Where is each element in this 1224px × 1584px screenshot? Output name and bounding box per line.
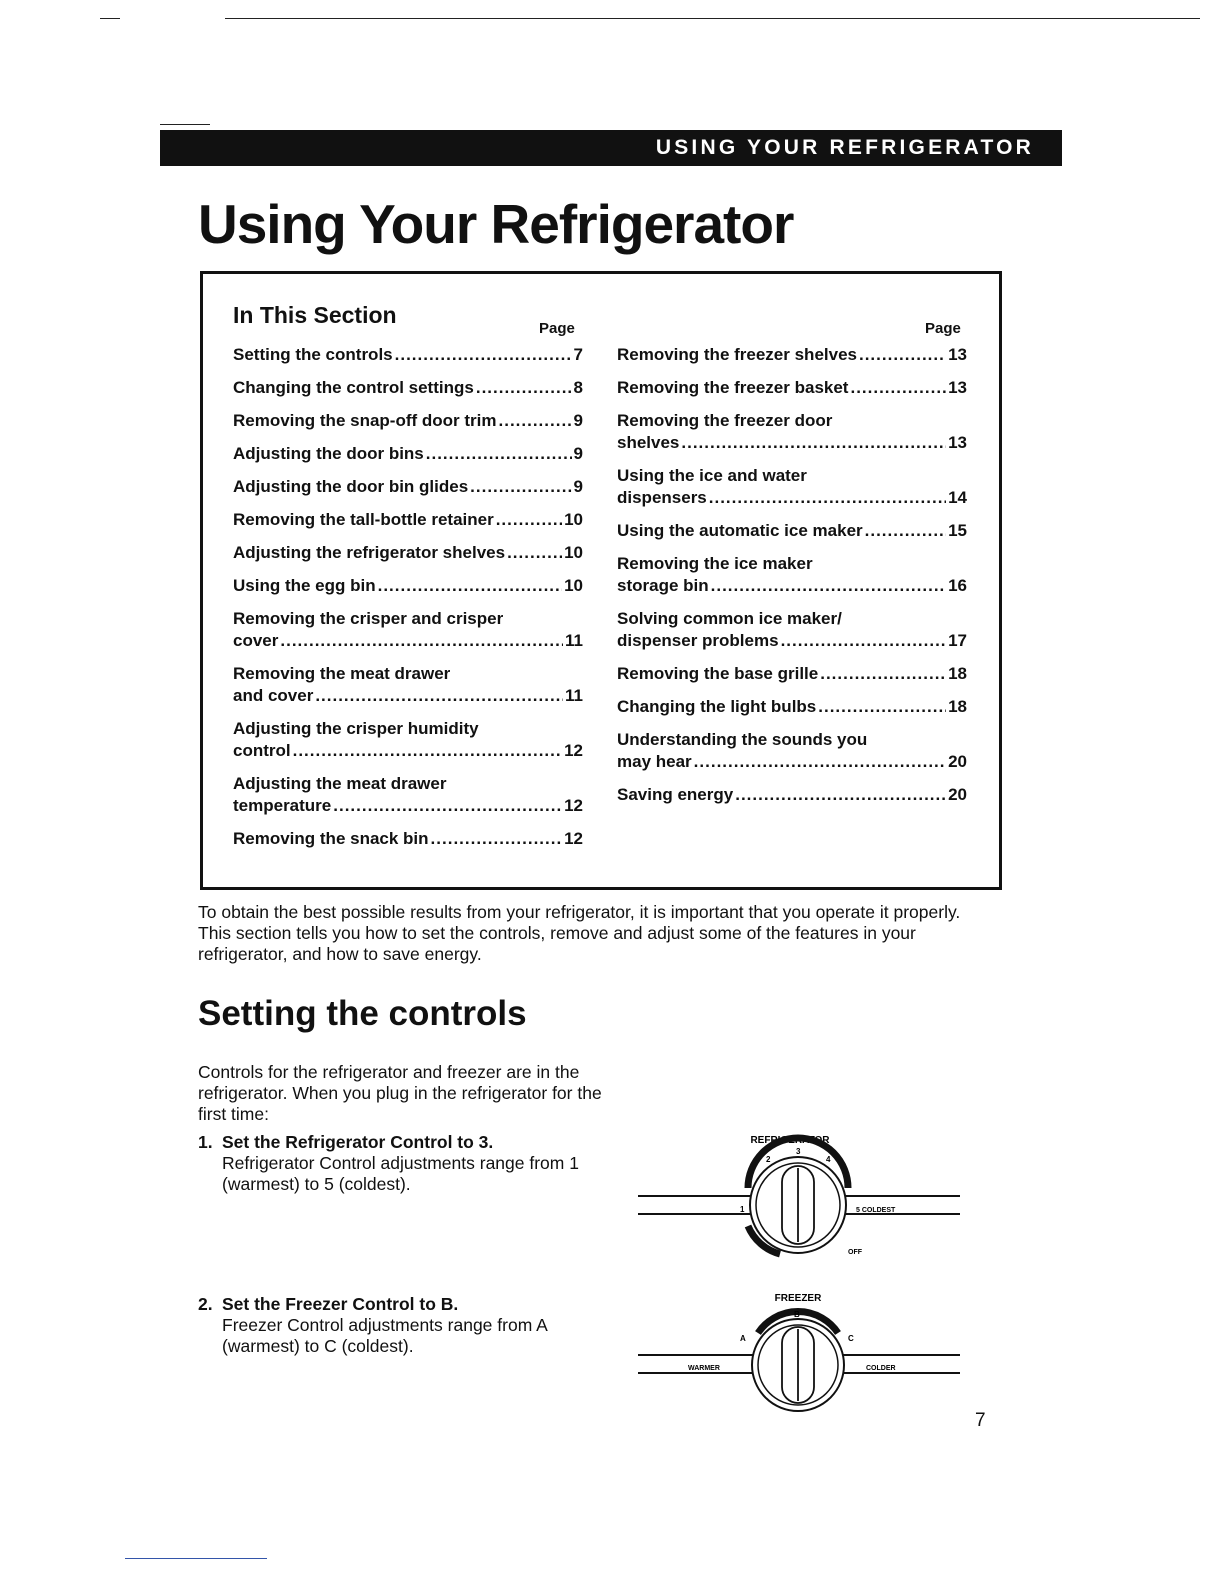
freezer-dial-illustration [630,1285,970,1425]
toc-entry-title: dispenser problems [617,631,779,650]
toc-entry-title-line1: Removing the ice maker [617,554,813,573]
toc-leader-dots [476,377,572,399]
toc-leader-dots [378,575,562,597]
dial-mark: A [740,1334,746,1343]
toc-entry-title: storage bin [617,576,709,595]
toc-entry-page: 9 [573,477,583,496]
top-rule-left [100,18,120,19]
table-of-contents [200,271,1002,890]
toc-entry-title-line1: Solving common ice maker/ [617,609,842,628]
toc-leader-dots [496,509,562,531]
toc-entry-title-line1: Using the ice and water [617,466,807,485]
toc-entry-title: Removing the tall-bottle retainer [233,510,494,529]
step-number: 2. [198,1294,213,1314]
toc-leader-dots [499,410,572,432]
dial-mark: 3 [796,1147,801,1156]
page-title: Using Your Refrigerator [198,193,794,255]
toc-entry-title: Adjusting the door bin glides [233,477,469,496]
toc-entry-title: Removing the snack bin [233,829,429,848]
toc-entry-title: Removing the base grille [617,664,819,683]
toc-leader-dots [850,377,946,399]
toc-leader-dots [395,344,572,366]
toc-entry [233,718,583,762]
toc-leader-dots [333,795,562,817]
toc-entry [233,773,583,817]
refrigerator-dial-label: REFRIGERATOR [750,1135,830,1146]
toc-entry [617,344,967,366]
toc-entry-title: Adjusting the refrigerator shelves [233,543,506,562]
toc-page-label-right: Page [925,320,961,337]
top-rule [225,18,1200,19]
step-heading: Set the Refrigerator Control to 3. [222,1132,494,1152]
dial-off-mark: OFF [848,1249,862,1256]
toc-entry-page: 10 [564,576,583,595]
toc-entry-title-line1: Removing the meat drawer [233,664,451,683]
toc-leader-dots [315,685,563,707]
toc-entry-title: Using the automatic ice maker [617,521,863,540]
toc-entry [617,729,967,773]
toc-leader-dots [781,630,947,652]
toc-leader-dots [280,630,563,652]
toc-entry-page: 17 [948,631,967,650]
toc-entry-page: 13 [948,378,967,397]
toc-entry [233,344,583,366]
toc-entry [233,443,583,465]
toc-entry-page: 11 [565,686,583,705]
dial-mark: B [794,1310,800,1319]
toc-entry-title: shelves [617,433,680,452]
refrigerator-dial-illustration [630,1130,970,1280]
toc-leader-dots [293,740,562,762]
toc-leader-dots [507,542,562,564]
toc-leader-dots [426,443,572,465]
toc-heading: In This Section [233,302,397,328]
step-2 [198,1294,618,1357]
toc-entry-title-line1: Adjusting the crisper humidity [233,719,479,738]
toc-entry-page: 12 [564,829,583,848]
toc-leader-dots [865,520,946,542]
toc-entry-title: dispensers [617,488,707,507]
toc-entry [617,520,967,542]
toc-entry-title: may hear [617,752,692,771]
toc-entry-page: 20 [948,752,967,771]
toc-leader-dots [431,828,563,850]
toc-leader-dots [694,751,946,773]
step-1 [198,1132,618,1195]
toc-entry [617,377,967,399]
toc-entry-page: 14 [948,488,967,507]
toc-leader-dots [681,432,946,454]
toc-entry-title: Using the egg bin [233,576,376,595]
intro-paragraph: To obtain the best possible results from your refrigerator, it is important that you operate it properly. This section tells you how to set the controls, remove and adjust some of the features in your refrigerator, and how to save energy. [198,902,961,964]
toc-entry-page: 15 [948,521,967,540]
header-rule [160,124,210,125]
toc-entry-title: Removing the freezer basket [617,378,849,397]
toc-entry [233,509,583,531]
toc-leader-dots [818,696,946,718]
toc-leader-dots [735,784,946,806]
bottom-rule [125,1558,267,1559]
toc-entry-page: 13 [948,433,967,452]
toc-leader-dots [470,476,571,498]
toc-entry-title: Adjusting the door bins [233,444,424,463]
toc-entry-title: Saving energy [617,785,734,804]
toc-entry-title: Removing the snap-off door trim [233,411,497,430]
toc-entry-page: 18 [948,697,967,716]
toc-entry-page: 9 [573,444,583,463]
toc-entry-page: 9 [573,411,583,430]
dial-left-mark: 1 [740,1205,745,1214]
toc-entry-page: 7 [573,345,583,364]
toc-entry [233,828,583,850]
toc-entry-page: 20 [948,785,967,804]
toc-entry-page: 12 [564,741,583,760]
toc-entry [617,784,967,806]
toc-entry [233,377,583,399]
toc-entry [617,696,967,718]
toc-entry-title: Setting the controls [233,345,393,364]
toc-entry [233,575,583,597]
page-number: 7 [975,1410,986,1431]
step-description: Refrigerator Control adjustments range from 1 (warmest) to 5 (coldest). [222,1153,579,1194]
dial-mark: C [848,1334,854,1343]
toc-entry [233,663,583,707]
toc-entry [617,663,967,685]
toc-entry-title: Removing the freezer shelves [617,345,857,364]
toc-entry-title: Changing the control settings [233,378,474,397]
toc-entry-page: 13 [948,345,967,364]
toc-entry-page: 10 [564,510,583,529]
toc-entry-page: 8 [573,378,583,397]
toc-entry-title: temperature [233,796,332,815]
dial-mark: 4 [826,1155,831,1164]
toc-entry [617,410,967,454]
freezer-dial-label: FREEZER [774,1293,822,1304]
section-header-bar: USING YOUR REFRIGERATOR [160,130,1062,166]
toc-entry-page: 11 [565,631,583,650]
toc-column-right [617,344,967,817]
toc-entry-title: Changing the light bulbs [617,697,817,716]
toc-leader-dots [859,344,946,366]
toc-column-left [233,344,583,861]
toc-leader-dots [711,575,946,597]
dial-right-mark: 5 COLDEST [856,1207,896,1214]
toc-entry-page: 18 [948,664,967,683]
toc-entry-page: 12 [564,796,583,815]
dial-mark: 2 [766,1155,771,1164]
toc-entry [233,410,583,432]
toc-entry-title: and cover [233,686,314,705]
toc-entry [617,608,967,652]
toc-entry-page: 10 [564,543,583,562]
dial-warmer-text: WARMER [688,1365,720,1372]
section-title: Setting the controls [198,994,527,1033]
toc-entry [617,465,967,509]
step-description: Freezer Control adjustments range from A (warmest) to C (coldest). [222,1315,547,1356]
toc-entry [233,608,583,652]
toc-entry-title-line1: Removing the crisper and crisper [233,609,504,628]
toc-leader-dots [709,487,946,509]
toc-entry-title-line1: Understanding the sounds you [617,730,868,749]
toc-entry-page: 16 [948,576,967,595]
toc-leader-dots [820,663,946,685]
step-number: 1. [198,1132,213,1152]
toc-entry-title-line1: Removing the freezer door [617,411,833,430]
toc-page-label-left: Page [539,320,575,337]
toc-entry-title-line1: Adjusting the meat drawer [233,774,447,793]
toc-entry [617,553,967,597]
section-body: Controls for the refrigerator and freezer are in the refrigerator. When you plug in the refrigerator for the first time: [198,1062,602,1124]
step-heading: Set the Freezer Control to B. [222,1294,459,1314]
toc-entry-title: cover [233,631,279,650]
toc-entry [233,476,583,498]
dial-colder-text: COLDER [866,1365,896,1372]
toc-entry [233,542,583,564]
toc-entry-title: control [233,741,291,760]
